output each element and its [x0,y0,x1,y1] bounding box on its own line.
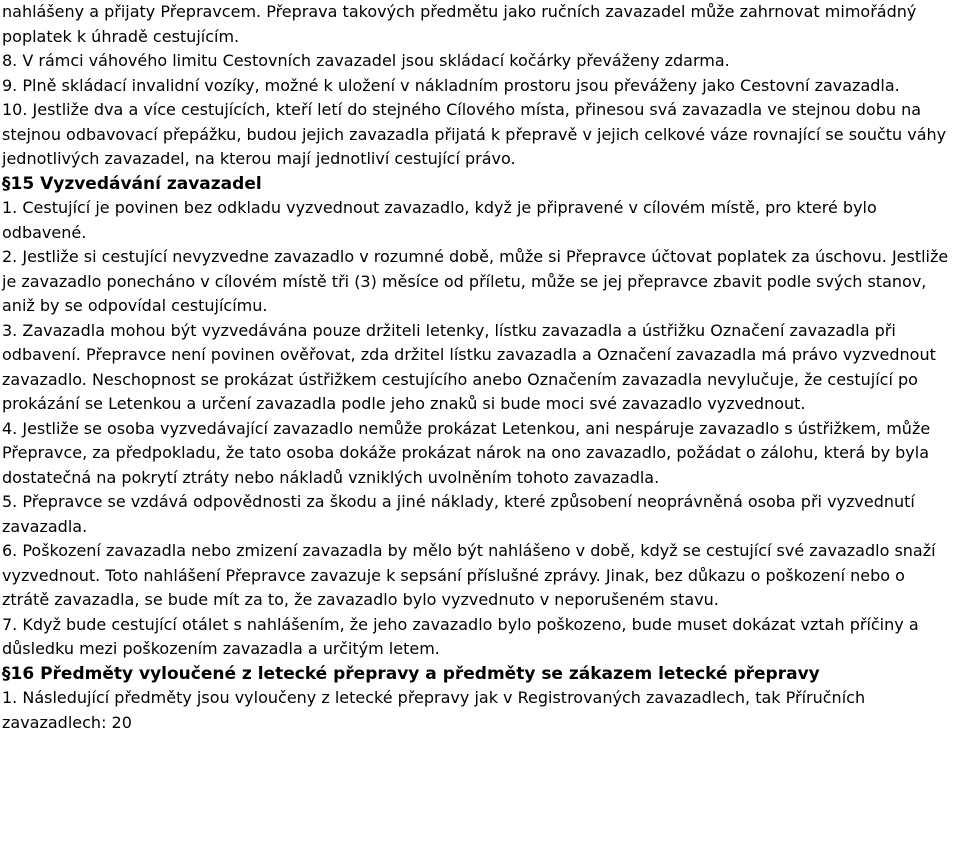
section15-heading: §15 Vyzvedávání zavazadel [2,173,262,194]
section15-item-4: 4. Jestliže se osoba vyzvedávající zavazadlo nemůže prokázat Letenkou, ani nespáruje zavazadlo s ústřižkem, může Přepravce, za předpokladu, že tato osoba dokáže prokázat nárok na ono zavazadlo, požádat o zálohu, která by byla dostatečná na pokrytí ztráty nebo nákladů vzniklých uvolněním tohoto zavazadla. [2,418,931,487]
section15-item-2: 2. Jestliže si cestující nevyzvedne zavazadlo v rozumné době, může si Přepravce účtovat poplatek za úschovu. Jestliže je zavazadlo ponecháno v cílovém místě tři (3) měsíce od příletu, může se jej přepravce zbavit podle svých stanov, aniž by se odpovídal cestujícímu. [2,247,949,315]
section15-item-6: 6. Poškození zavazadla nebo zmizení zavazadla by mělo být nahlášeno v době, když se cestující své zavazadlo snaží vyzvednout. Toto nahlášení Přepravce zavazuje k sepsání příslušné zprávy. Jinak, bez důkazu o poškození nebo o ztrátě zavazadla, se bude mít za to, že zavazadlo bylo vyzvednuto v neporušeném stavu. [2,541,936,609]
section16-item-1: 1. Následující předměty jsou vyloučeny z letecké přepravy jak v Registrovaných zavazadlech, tak Příručních zavazadlech: 20 [2,688,866,732]
section14-item-10: 10. Jestliže dva a více cestujících, kteří letí do stejného Cílového místa, přinesou svá zavazadla ve stejnou dobu na stejnou odbavovací přepážku, budou jejich zavazadla přijatá k přepravě v jejich celkové váze rovnající se součtu váhy jednotlivých zavazadel, na kterou mají jednotliví cestující právo. [2,100,947,168]
section15-item-7: 7. Když bude cestující otálet s nahlášením, že jeho zavazadlo bylo poškozeno, bude muset dokázat vztah příčiny a důsledku mezi poškozením zavazadla a určitým letem. [2,614,919,658]
section15-item-1: 1. Cestující je povinen bez odkladu vyzvednout zavazadlo, když je připravené v cílovém místě, pro které bylo odbavené. [2,198,877,242]
section15-item-3: 3. Zavazadla mohou být vyzvedávána pouze držiteli letenky, lístku zavazadla a ústřižku Označení zavazadla při odbavení. Přepravce není povinen ověřovat, zda držitel lístku zavazadla a Označení zavazadla má právo vyzvednout zavazadlo. Neschopnost se prokázat ústřižkem cestujícího anebo Označením zavazadla nevylučuje, že cestující po prokázání se Letenkou a určení zavazadla podle jeho znaků si bude moci své zavazadlo vyzvednout. [2,320,936,413]
document-page [2,0,957,735]
section14-item-8: 8. V rámci váhového limitu Cestovních zavazadel jsou skládací kočárky převáženy zdarma. [2,51,730,70]
section15-item-5: 5. Přepravce se vzdává odpovědnosti za škodu a jiné náklady, které způsobení neoprávněná osoba při vyzvednutí zavazadla. [2,492,915,536]
section14-item-9: 9. Plně skládací invalidní vozíky, možné k uložení v nákladním prostoru jsou převáženy jako Cestovní zavazadla. [2,75,900,95]
intro-paragraph: nahlášeny a přijaty Přepravcem. Přeprava takových předmětu jako ručních zavazadel může zahrnovat mimořádný poplatek k úhradě cestujícím. [2,2,917,46]
section16-heading: §16 Předměty vyloučené z letecké přepravy a předměty se zákazem letecké přepravy [2,663,820,684]
